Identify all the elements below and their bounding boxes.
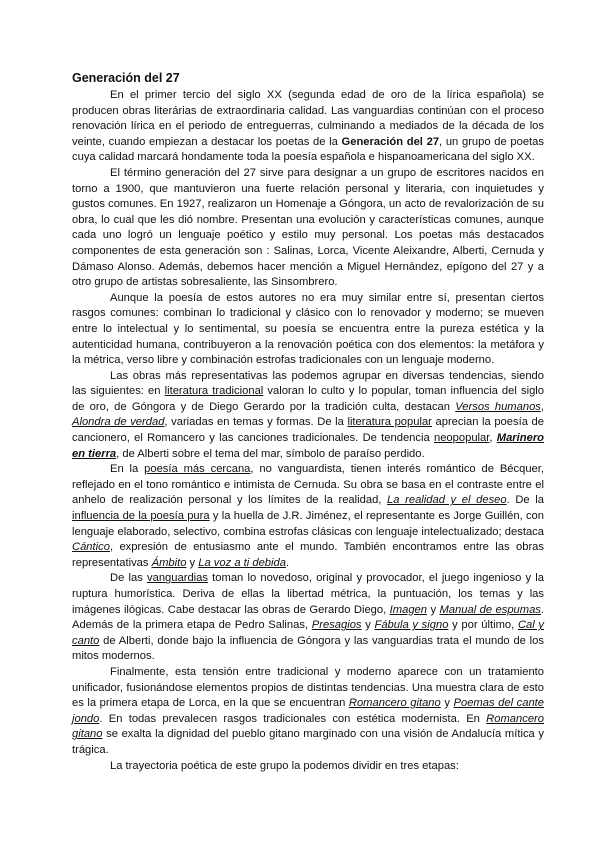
- work-title: Ámbito: [151, 556, 187, 569]
- section-title: Generación del 27: [72, 71, 180, 85]
- paragraph-synthesis: [72, 665, 544, 759]
- work-title: Cántico: [72, 541, 110, 554]
- text-run: , no vanguardista, tienen interés romántico de Bécquer, reflejado en el tono romántico e intimista de Cernuda. Su obra se basa en el contraste entre el anhelo de realización personal y los límites de la realidad,: [72, 463, 544, 507]
- text-run: Las obras más representativas las podemos agrupar en diversas tendencias, siendo las siguientes: en: [72, 369, 544, 398]
- text-run: de Alberti, donde bajo la influencia de Góngora y las vanguardias trata el mundo de los mitos modernos.: [72, 634, 544, 663]
- work-title: Manual de espumas: [439, 603, 541, 616]
- underlined-term: literatura tradicional: [164, 385, 264, 398]
- text-run: Finalmente, esta tensión entre tradicional y moderno aparece con un tratamiento unificador, fusionándose elementos propios de distintas tendencias. Una muestra clara de esto es la primera etapa de Lorca, en la que se encuentran: [72, 665, 544, 710]
- work-title: La realidad y el deseo: [387, 494, 507, 507]
- work-title: La voz a ti debida: [198, 556, 286, 569]
- work-title: Marinero en tierra: [72, 432, 545, 460]
- work-title: Cal y canto: [72, 619, 545, 647]
- bold-term: Generación del 27: [341, 135, 440, 148]
- work-title: Alondra de verdad: [72, 416, 165, 429]
- text-run: y por último,: [448, 619, 518, 632]
- text-run: .: [285, 556, 290, 569]
- text-run: ,: [489, 432, 497, 445]
- text-run: y: [361, 619, 375, 632]
- paragraph-features: Aunque la poesía de estos autores no era muy similar entre sí, presentan ciertos rasgos comunes: combinan lo tradicional y clásico con lo renovador y moderno; se mueven entre lo intelectual y lo sentimental, su poesía se encuentra entre la pureza estética y la autenticidad humana, contribuyeron a la renovación poética con dos elementos: la metáfora y la métrica, verso libre y combinación estrofas tradicionales con un lenguaje moderno.: [72, 291, 544, 367]
- work-title: Romancero gitano: [72, 712, 544, 741]
- text-run: , variadas en temas y formas. De la: [164, 416, 348, 429]
- work-title: Versos humanos: [455, 400, 541, 413]
- text-run: y: [440, 697, 454, 710]
- work-title: Imagen: [389, 603, 427, 616]
- text-run: , expresión de entusiasmo ante el mundo. También encontramos entre las obras representativas: [72, 541, 544, 569]
- text-run: . Además de la primera etapa de Pedro Salinas,: [72, 603, 545, 632]
- underlined-term: poesía más cercana: [144, 463, 251, 476]
- text-run: , un grupo de poetas cuya calidad marcará hondamente toda la poesía española e hispanoamericana del siglo XX.: [72, 135, 544, 164]
- text-run: . De la: [506, 494, 544, 507]
- underlined-term: neopopular: [433, 432, 490, 445]
- work-title: Fábula y signo: [374, 619, 449, 632]
- text-run: De las: [110, 572, 148, 585]
- paragraph-closer-poetry: [72, 462, 544, 571]
- underlined-term: literatura popular: [347, 416, 432, 429]
- text-run: se exalta la dignidad del pueblo gitano marginado con una visión de Andalucía mítica y trágica.: [72, 728, 544, 756]
- text-run: y: [427, 603, 440, 616]
- paragraph-stages: La trayectoria poética de este grupo la podemos dividir en tres etapas:: [110, 759, 459, 772]
- paragraph-intro: [72, 88, 544, 166]
- text-run: toman lo novedoso, original y provocador, el juego ingenioso y la ruptura humorística. Deriva de ellas la libertad métrica, la puntuación, los temas y las imágenes ilógicas. Cabe destacar las obras de Gerardo Diego,: [72, 572, 544, 616]
- work-title: Presagios: [311, 619, 362, 632]
- paragraph-tendencies: [72, 369, 544, 463]
- paragraph-definition: El término generación del 27 sirve para designar a un grupo de escritores nacidos en torno a 1900, que mantuvieron una fuerte relación personal y literaria, con inquietudes y gustos comunes. En 1927, realizaron un Homenaje a Góngora, un acto de revalorización de su obra, lo cual que les dió nombre. Presentan una evolución y características comunes, aunque cada uno logró un lenguaje poético y estilo muy personal. Los poetas más destacados componentes de esta generación son : Salinas, Lorca, Vicente Aleixandre, Alberti, Cernuda y Dámaso Alonso. Además, debemos hacer mención a Miguel Hernández, epígono del 27 y a otro grupo de artistas sobresaliente, las Sinsombrero.: [72, 166, 544, 289]
- paragraph-vanguards: [72, 571, 544, 665]
- underlined-term: vanguardias: [147, 572, 208, 585]
- text-run: y: [186, 556, 199, 569]
- text-run: En la: [110, 463, 145, 476]
- text-run: y la huella de J.R. Jiménez, el representante es Jorge Guillén, con lenguaje elaborado, selectivo, combina estrofas clásicas con lenguaje intelectualizado; destaca: [72, 510, 544, 538]
- underlined-term: influencia de la poesía pura: [72, 510, 210, 523]
- text-run: , de Alberti sobre el tema del mar, símbolo de paraíso perdido.: [116, 447, 425, 460]
- text-run: valoran lo culto y lo popular, toman influencia del siglo de oro, de Góngora y de Diego Gerardo por la tradición culta, destacan: [72, 385, 544, 413]
- text-run: aprecian la poesía de cancionero, el Romancero y las canciones tradicionales. De tendencia: [72, 416, 544, 445]
- text-run: En el primer tercio del siglo XX (segunda edad de oro de la lírica española) se producen obras literárias de extraordinaria calidad. Las vanguardias continúan con el proceso renovación lírica en el periodo de entreguerras, culminando a mediados de la década de los veinte, cuando empiezan a destacar los poetas de la: [72, 89, 544, 148]
- work-title: Poemas del cante jondo: [72, 697, 544, 725]
- work-title: Romancero gitano: [348, 697, 441, 710]
- text-run: ,: [540, 400, 544, 413]
- text-run: . En todas prevalecen rasgos tradicionales con estética modernista. En: [99, 712, 487, 725]
